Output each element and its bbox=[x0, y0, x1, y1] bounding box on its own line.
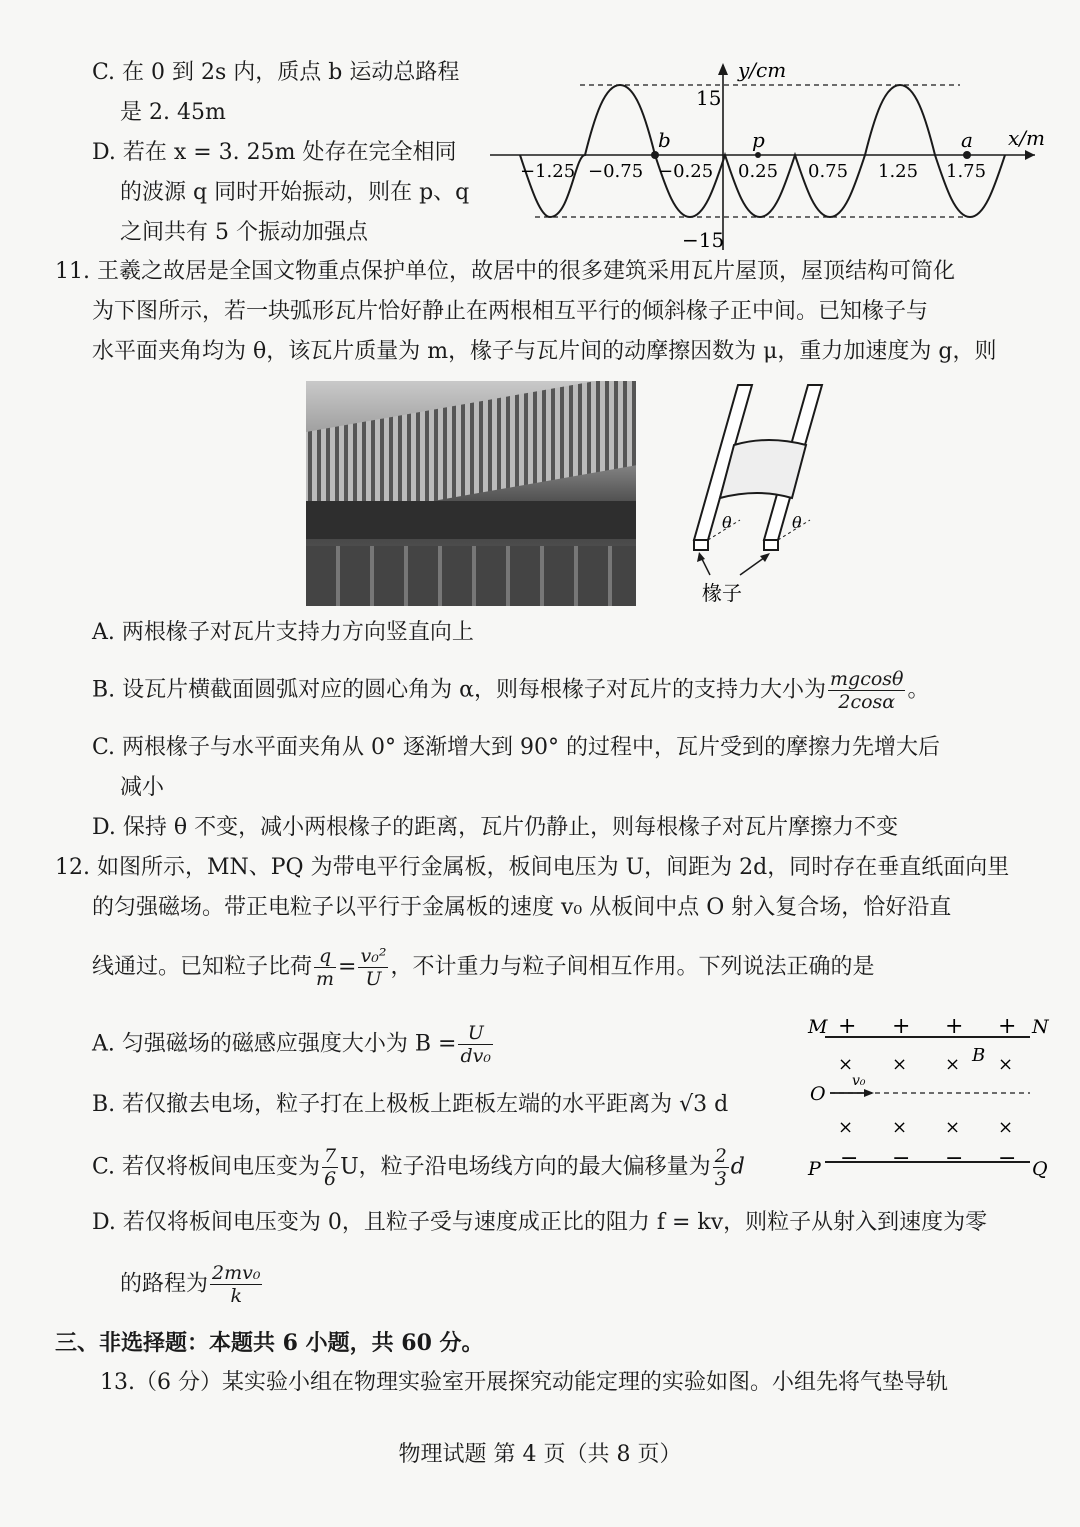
fraction-numerator: mgcosθ bbox=[830, 668, 904, 690]
q10-option-d-cont2: 之间共有 5 个振动加强点 bbox=[120, 220, 368, 245]
label-v0: v₀ bbox=[852, 1073, 866, 1089]
q12-option-c-fraction1 bbox=[322, 1145, 338, 1190]
minus-signs bbox=[840, 1146, 1016, 1171]
page-footer: 物理试题 第 4 页（共 8 页） bbox=[398, 1442, 682, 1467]
minus-sign: − bbox=[945, 1146, 964, 1171]
label-q: Q bbox=[1032, 1158, 1048, 1180]
fraction-numerator: 2mv₀ bbox=[212, 1262, 261, 1284]
q11-option-b bbox=[92, 668, 929, 713]
q12-option-c-fraction2 bbox=[713, 1145, 729, 1190]
fraction-denominator: 3 bbox=[714, 1168, 727, 1190]
roof-photo bbox=[306, 381, 636, 606]
q11-option-a: A. 两根椽子对瓦片支持力方向竖直向上 bbox=[92, 620, 474, 645]
q12-option-b: B. 若仅撤去电场，粒子打在上极板上距板左端的水平距离为 √3 d bbox=[92, 1092, 729, 1117]
fraction-denominator: m bbox=[316, 968, 335, 990]
q12-line3-end: ，不计重力与粒子间相互作用。下列说法正确的是 bbox=[390, 954, 875, 980]
q11-option-b-text: B. 设瓦片横截面圆弧对应的圆心角为 α，则每根椽子对瓦片的支持力大小为 bbox=[92, 677, 827, 703]
tick-label: 0.25 bbox=[738, 161, 779, 182]
label-m: M bbox=[808, 1016, 828, 1038]
minus-sign: − bbox=[892, 1146, 911, 1171]
q11-stem-line3: 水平面夹角均为 θ，该瓦片质量为 m，椽子与瓦片间的动摩擦因数为 μ，重力加速度为 g，则 bbox=[92, 339, 997, 364]
plates-diagram bbox=[800, 1005, 1055, 1190]
q12-option-d: D. 若仅将板间电压变为 0，且粒子受与速度成正比的阻力 f = kv，则粒子从射入到速度为零 bbox=[92, 1210, 988, 1235]
q12-option-d-fraction bbox=[210, 1262, 262, 1307]
cross-mark: × bbox=[945, 1117, 961, 1138]
cross-mark: × bbox=[892, 1117, 908, 1138]
fraction-denominator: k bbox=[230, 1285, 242, 1307]
x-tick-labels bbox=[520, 161, 986, 182]
theta-right: θ bbox=[792, 513, 802, 532]
q11-option-c: C. 两根椽子与水平面夹角从 0° 逐渐增大到 90° 的过程中，瓦片受到的摩擦力先增大后 bbox=[92, 735, 941, 760]
minus-sign: − bbox=[998, 1146, 1017, 1171]
fraction-denominator: dv₀ bbox=[460, 1045, 491, 1067]
tick-label: −1.25 bbox=[520, 161, 576, 182]
equals-sign: = bbox=[338, 954, 357, 980]
point-b-dot bbox=[651, 151, 659, 159]
label-arrowhead-right bbox=[760, 553, 770, 562]
cross-mark: × bbox=[838, 1054, 854, 1075]
q12-option-a-text: A. 匀强磁场的磁感应强度大小为 B = bbox=[92, 1031, 457, 1057]
plus-sign: + bbox=[892, 1014, 911, 1039]
plus-sign: + bbox=[998, 1014, 1017, 1039]
q12-option-a-fraction bbox=[458, 1022, 493, 1067]
plus-sign: + bbox=[838, 1014, 857, 1039]
plus-signs bbox=[838, 1014, 1016, 1039]
y-axis-label: y/cm bbox=[738, 58, 787, 82]
cross-mark: × bbox=[998, 1054, 1014, 1075]
cross-mark: × bbox=[945, 1054, 961, 1075]
q12-option-c-mid: U，粒子沿电场线方向的最大偏移量为 bbox=[340, 1154, 711, 1180]
cross-mark: × bbox=[998, 1117, 1014, 1138]
q12-option-d-cont bbox=[120, 1262, 264, 1307]
label-b-field: B bbox=[972, 1045, 986, 1066]
x-axis-label: x/m bbox=[1008, 126, 1045, 150]
q12-option-c bbox=[92, 1145, 745, 1190]
tick-label: 1.75 bbox=[946, 161, 987, 182]
label-p: P bbox=[808, 1158, 821, 1180]
q10-option-d: D. 若在 x = 3. 25m 处存在完全相同 bbox=[92, 140, 457, 165]
fraction-numerator: U bbox=[458, 1022, 493, 1045]
tick-label: 0.75 bbox=[808, 161, 849, 182]
q12-line3-text: 线通过。已知粒子比荷 bbox=[92, 954, 313, 980]
amplitude-bottom-label: −15 bbox=[682, 228, 725, 252]
label-o: O bbox=[810, 1083, 826, 1105]
q12-stem-line1: 12. 如图所示，MN、PQ 为带电平行金属板，板间电压为 U，间距为 2d，同时存在垂直纸面向里 bbox=[55, 855, 1010, 880]
label-arrowhead-left bbox=[697, 552, 705, 562]
tick-label: 1.25 bbox=[878, 161, 919, 182]
label-n: N bbox=[1032, 1016, 1049, 1038]
fraction-denominator: U bbox=[365, 968, 382, 990]
velocity-arrowhead bbox=[864, 1089, 874, 1097]
wave-diagram bbox=[480, 55, 1050, 255]
charge-mass-fraction bbox=[314, 945, 336, 990]
field-crosses-bottom bbox=[838, 1117, 1013, 1138]
point-p-dot bbox=[755, 152, 761, 158]
q10-option-c-cont: 是 2. 45m bbox=[120, 100, 226, 125]
q11-option-b-fraction bbox=[828, 668, 905, 713]
theta-left: θ bbox=[722, 513, 732, 532]
q12-option-a bbox=[92, 1022, 495, 1067]
point-a-label: a bbox=[961, 128, 973, 152]
point-a-dot bbox=[963, 151, 971, 159]
fraction-numerator: q bbox=[314, 945, 336, 968]
q10-option-d-cont: 的波源 q 同时开始振动，则在 p、q bbox=[120, 180, 470, 205]
q11-option-b-end: 。 bbox=[907, 677, 930, 703]
cross-mark: × bbox=[892, 1054, 908, 1075]
fraction-denominator: 6 bbox=[324, 1168, 337, 1190]
rafter-right-end bbox=[764, 540, 778, 550]
q13-stem: 13.（6 分）某实验小组在物理实验室开展探究动能定理的实验如图。小组先将气垫导轨 bbox=[100, 1370, 948, 1395]
x-axis-arrow bbox=[1025, 150, 1035, 160]
field-crosses-top bbox=[838, 1054, 1013, 1075]
q11-stem-line1: 11. 王羲之故居是全国文物重点保护单位，故居中的很多建筑采用瓦片屋顶，屋顶结构可简化 bbox=[55, 259, 955, 284]
tile bbox=[720, 440, 806, 498]
rafter-diagram bbox=[680, 380, 850, 605]
point-p-label: p bbox=[752, 128, 765, 152]
tick-label: −0.25 bbox=[658, 161, 714, 182]
q12-stem-line3 bbox=[92, 945, 874, 990]
rafter-label: 椽子 bbox=[702, 581, 742, 605]
q11-option-d: D. 保持 θ 不变，减小两根椽子的距离，瓦片仍静止，则每根椽子对瓦片摩擦力不变 bbox=[92, 815, 899, 840]
cross-mark: × bbox=[838, 1117, 854, 1138]
velocity-voltage-fraction bbox=[358, 945, 388, 990]
fraction-numerator: v₀² bbox=[360, 945, 387, 967]
fraction-numerator: 2 bbox=[714, 1145, 727, 1167]
q11-option-c-cont: 减小 bbox=[120, 775, 165, 800]
amplitude-top-label: 15 bbox=[696, 86, 722, 110]
q12-option-c-end: d bbox=[730, 1154, 745, 1180]
point-b-label: b bbox=[658, 128, 671, 152]
fraction-denominator: 2cosα bbox=[838, 691, 896, 713]
q12-option-d-text: 的路程为 bbox=[120, 1271, 209, 1297]
q12-option-c-text: C. 若仅将板间电压变为 bbox=[92, 1154, 321, 1180]
plus-sign: + bbox=[945, 1014, 964, 1039]
tick-label: −0.75 bbox=[588, 161, 644, 182]
y-axis-arrow bbox=[718, 63, 728, 75]
q11-stem-line2: 为下图所示，若一块弧形瓦片恰好静止在两根相互平行的倾斜椽子正中间。已知椽子与 bbox=[92, 299, 929, 324]
q12-stem-line2: 的匀强磁场。带正电粒子以平行于金属板的速度 v₀ 从板间中点 O 射入复合场，恰好沿直 bbox=[92, 895, 952, 920]
q10-option-c: C. 在 0 到 2s 内，质点 b 运动总路程 bbox=[92, 60, 460, 85]
minus-sign: − bbox=[840, 1146, 859, 1171]
rafter-left-end bbox=[694, 540, 708, 550]
fraction-numerator: 7 bbox=[324, 1145, 337, 1167]
section-three-heading: 三、非选择题：本题共 6 小题，共 60 分。 bbox=[55, 1330, 484, 1356]
